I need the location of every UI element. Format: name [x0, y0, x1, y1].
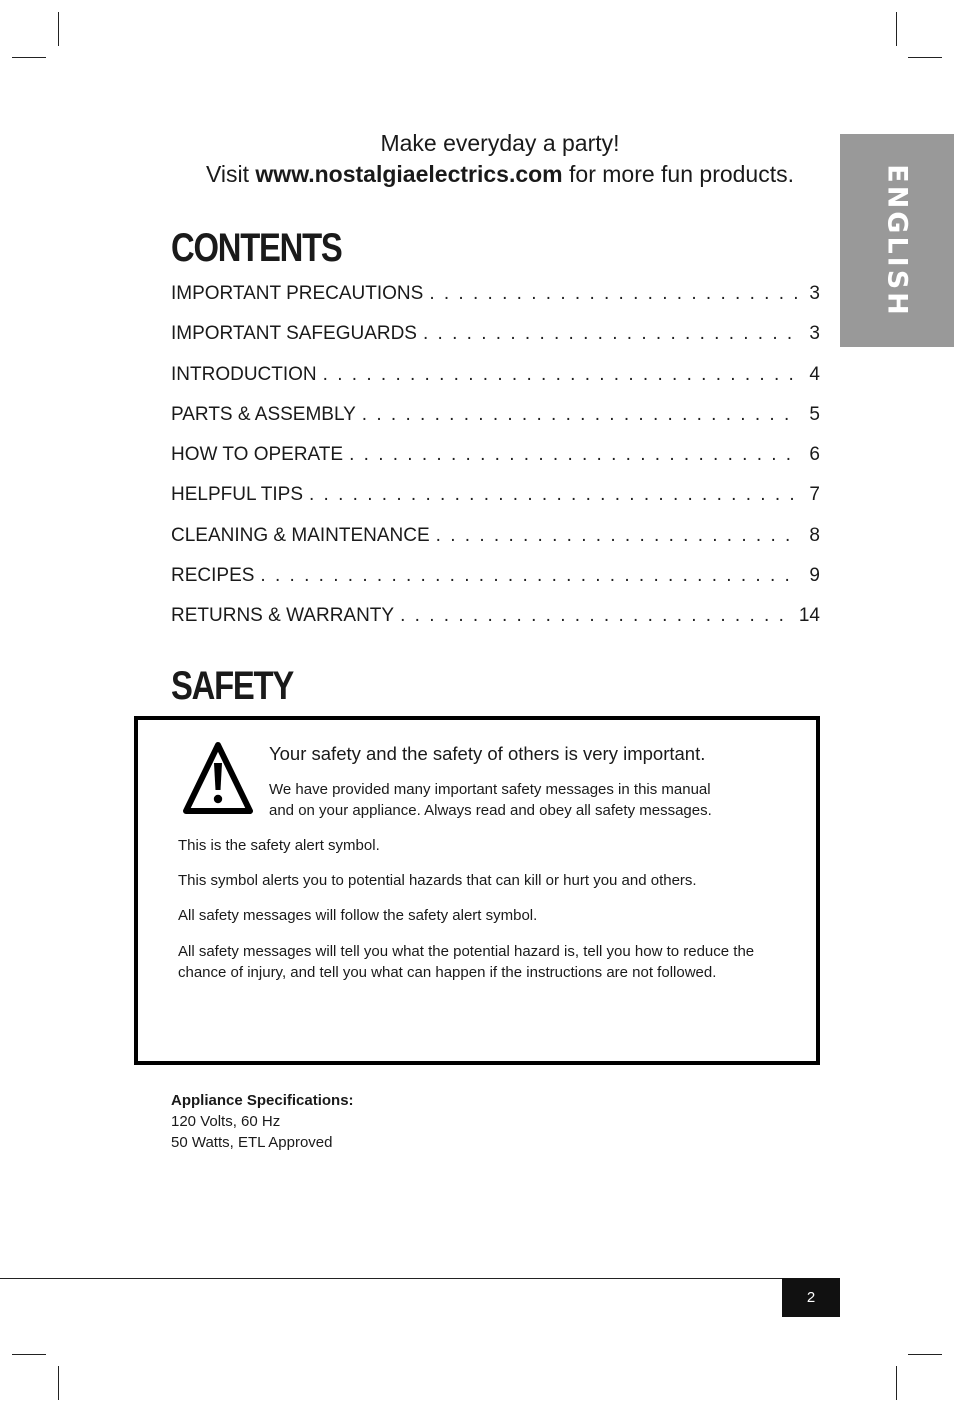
- toc-dot-leader: [423, 320, 800, 348]
- safety-paragraph: This symbol alerts you to potential hazards that can kill or hurt you and others.: [178, 872, 697, 889]
- toc-label: HELPFUL TIPS: [171, 484, 303, 506]
- safety-intro-line2: and on your appliance. Always read and obey all safety messages.: [269, 802, 712, 819]
- page-number: 2: [782, 1278, 840, 1317]
- toc-row[interactable]: [171, 280, 820, 320]
- toc-row[interactable]: [171, 441, 820, 481]
- crop-mark: [896, 1366, 897, 1400]
- footer-rule: [0, 1278, 840, 1279]
- toc-dot-leader: [436, 522, 800, 550]
- toc-row[interactable]: [171, 361, 820, 401]
- toc-page-number: 4: [809, 363, 820, 385]
- toc-page-number: 9: [809, 565, 820, 587]
- toc-dot-leader: [362, 401, 800, 429]
- toc-row[interactable]: [171, 602, 820, 642]
- toc-label: CLEANING & MAINTENANCE: [171, 524, 430, 546]
- toc-dot-leader: [429, 280, 800, 308]
- toc-page-number: 3: [809, 323, 820, 345]
- crop-mark: [896, 12, 897, 46]
- safety-title: SAFETY: [171, 664, 294, 708]
- toc-dot-leader: [309, 481, 800, 509]
- tagline-line2: [0, 159, 954, 190]
- toc-row[interactable]: [171, 401, 820, 441]
- tagline-suffix: for more fun products.: [569, 161, 795, 187]
- table-of-contents: [171, 280, 820, 643]
- language-tab-label: ENGLISH: [881, 163, 913, 318]
- toc-dot-leader: [260, 562, 800, 590]
- toc-page-number: 14: [798, 605, 820, 627]
- toc-row[interactable]: [171, 562, 820, 602]
- toc-label: RECIPES: [171, 565, 255, 587]
- crop-mark: [12, 57, 46, 58]
- crop-mark: [908, 57, 942, 58]
- toc-label: PARTS & ASSEMBLY: [171, 403, 356, 425]
- safety-paragraph: This is the safety alert symbol.: [178, 837, 380, 854]
- toc-label: IMPORTANT SAFEGUARDS: [171, 323, 417, 345]
- toc-page-number: 5: [809, 403, 820, 425]
- toc-row[interactable]: [171, 522, 820, 562]
- toc-page-number: 3: [809, 283, 820, 304]
- toc-dot-leader: [323, 361, 800, 389]
- toc-dot-leader: [349, 441, 800, 469]
- toc-page-number: 7: [809, 484, 820, 506]
- specs-wattage: 50 Watts, ETL Approved: [171, 1134, 333, 1151]
- toc-dot-leader: [400, 602, 793, 630]
- crop-mark: [58, 1366, 59, 1400]
- website-link[interactable]: www.nostalgiaelectrics.com: [255, 161, 563, 187]
- tagline-line1: Make everyday a party!: [380, 130, 620, 156]
- crop-mark: [12, 1354, 46, 1355]
- toc-page-number: 8: [809, 524, 820, 546]
- safety-intro-line1: We have provided many important safety messages in this manual: [269, 781, 711, 798]
- safety-intro: [269, 779, 712, 821]
- toc-label: INTRODUCTION: [171, 363, 317, 385]
- contents-title: CONTENTS: [171, 226, 342, 270]
- safety-message-box: [134, 716, 820, 1065]
- header-tagline: [0, 128, 954, 190]
- appliance-specs: [171, 1090, 354, 1153]
- toc-label: IMPORTANT PRECAUTIONS: [171, 283, 424, 304]
- tagline-visit: Visit: [205, 161, 250, 187]
- safety-paragraph: All safety messages will follow the safety alert symbol.: [178, 907, 538, 924]
- toc-label: HOW TO OPERATE: [171, 444, 344, 466]
- language-tab: [840, 134, 954, 347]
- safety-alert-icon: [183, 741, 253, 815]
- crop-mark: [908, 1354, 942, 1355]
- safety-paragraph: All safety messages will tell you what the potential hazard is, tell you how to reduce the chance of injury, and tell you what can happen if the instructions are not followed.: [178, 943, 755, 981]
- toc-page-number: 6: [809, 444, 820, 466]
- toc-row[interactable]: [171, 320, 820, 360]
- safety-heading: Your safety and the safety of others is very important.: [269, 743, 706, 764]
- toc-row[interactable]: [171, 481, 820, 521]
- toc-label: RETURNS & WARRANTY: [171, 605, 395, 627]
- specs-voltage: 120 Volts, 60 Hz: [171, 1113, 281, 1130]
- specs-title: Appliance Specifications:: [171, 1092, 354, 1109]
- crop-mark: [58, 12, 59, 46]
